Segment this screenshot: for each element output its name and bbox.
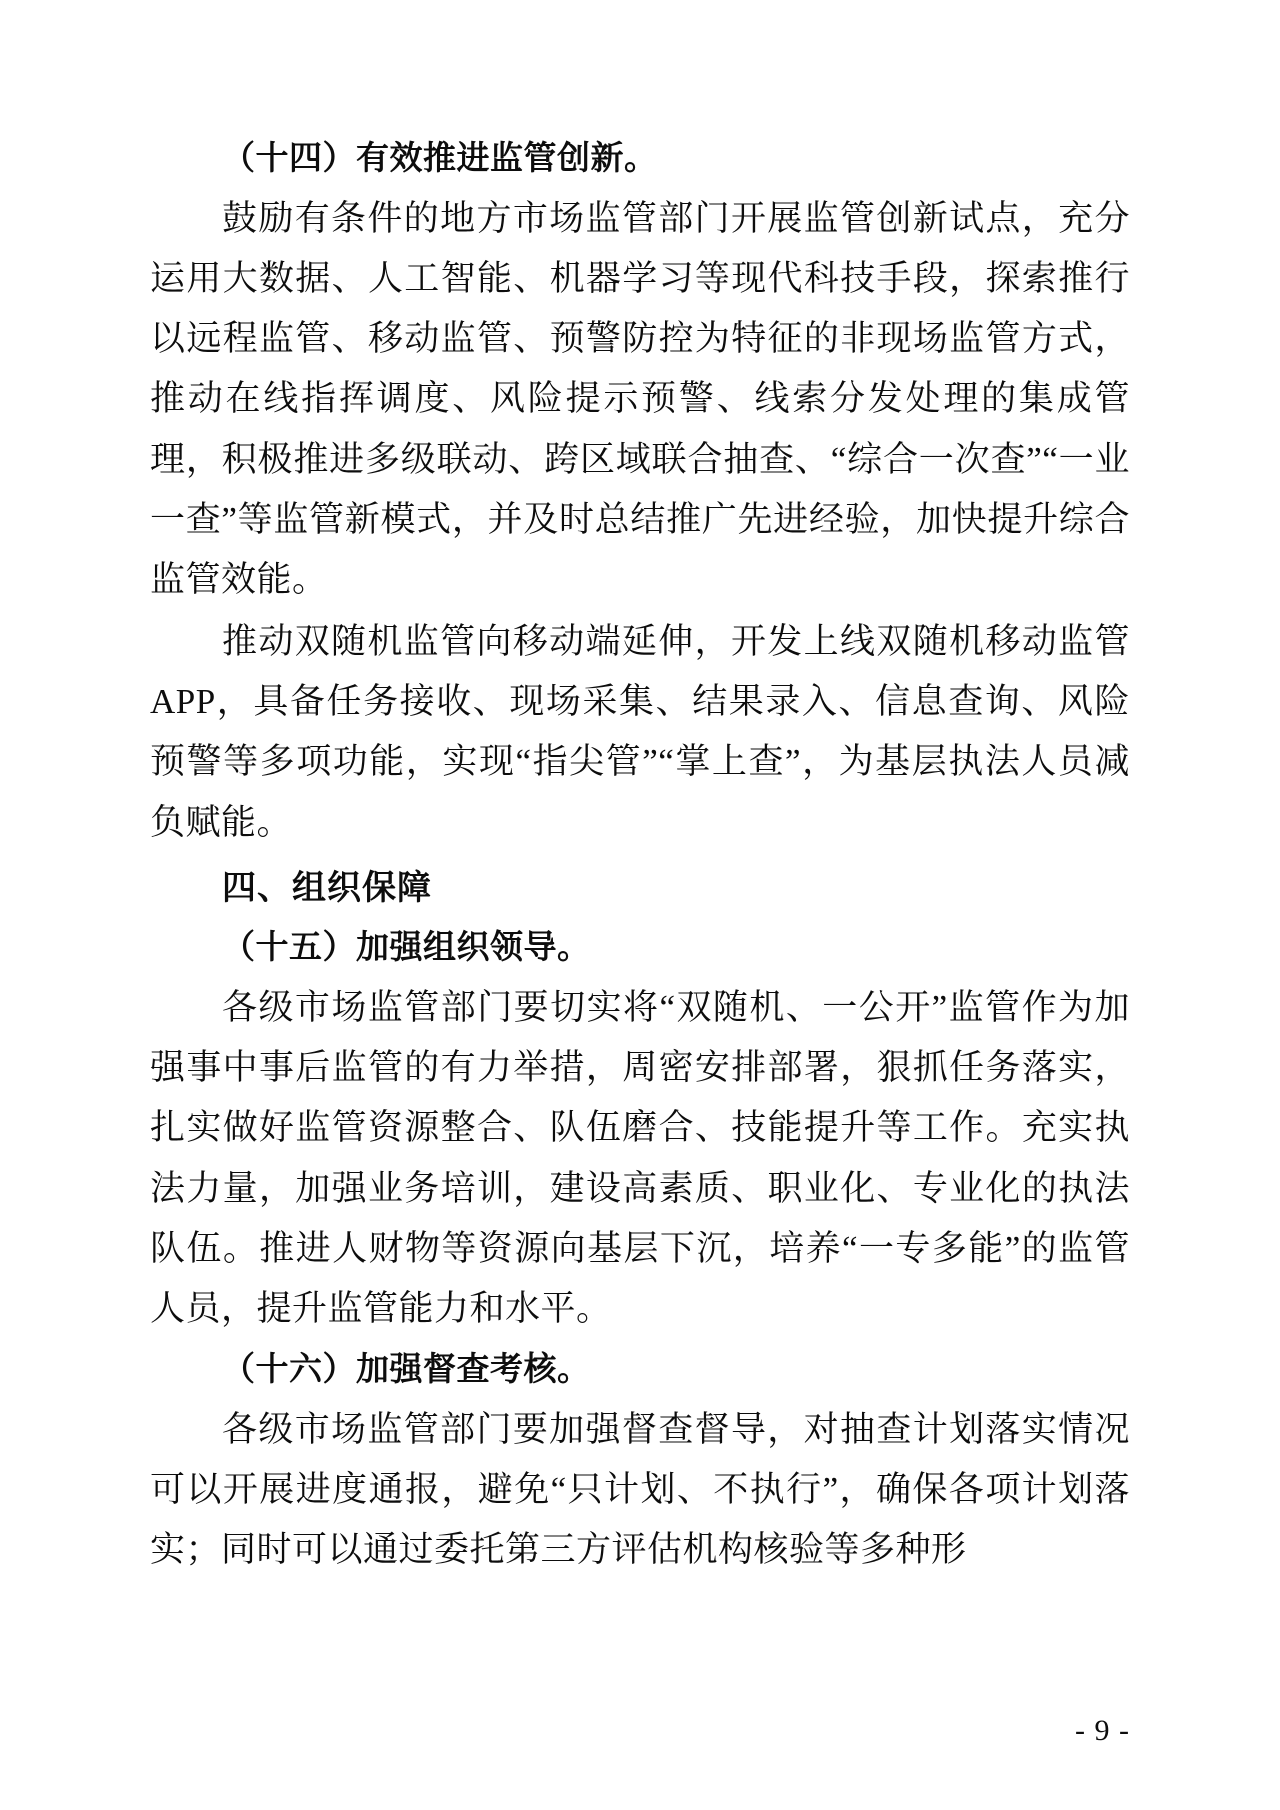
section-heading-15: （十五）加强组织领导。 [222,927,591,967]
section-heading-four: 四、组织保障 [222,867,432,908]
section-heading-16: （十六）加强督查考核。 [222,1349,591,1389]
document-body [150,130,1130,1580]
paragraph-innovation-pilot: 鼓励有条件的地方市场监管部门开展监管创新试点，充分运用大数据、人工智能、机器学习等现代科技手段，探索推行以远程监管、移动监管、预警防控为特征的非现场监管方式，推动在线指挥调度、风险提示预警、线索分发处理的集成管理，积极推进多级联动、跨区域联合抽查、“综合一次查”“一业一查”等监管新模式，并及时总结推广先进经验，加快提升综合监管效能。 [150,198,1130,599]
section-heading-14: （十四）有效推进监管创新。 [222,138,658,177]
paragraph-organization-leadership: 各级市场监管部门要切实将“双随机、一公开”监管作为加强事中事后监管的有力举措，周密安排部署，狠抓任务落实，扎实做好监管资源整合、队伍磨合、技能提升等工作。充实执法力量，加强业务培训，建设高素质、职业化、专业化的执法队伍。推进人财物等资源向基层下沉，培养“一专多能”的监管人员，提升监管能力和水平。 [150,988,1130,1328]
page-number: - 9 - [1075,1714,1130,1747]
paragraph-mobile-app: 推动双随机监管向移动端延伸，开发上线双随机移动监管 APP，具备任务接收、现场采集、结果录入、信息查询、风险预警等多项功能，实现“指尖管”“掌上查”，为基层执法人员减负赋能。 [150,622,1130,842]
paragraph-supervision-assessment: 各级市场监管部门要加强督查督导，对抽查计划落实情况可以开展进度通报，避免“只计划、不执行”，确保各项计划落实；同时可以通过委托第三方评估机构核验等多种形 [150,1409,1130,1570]
